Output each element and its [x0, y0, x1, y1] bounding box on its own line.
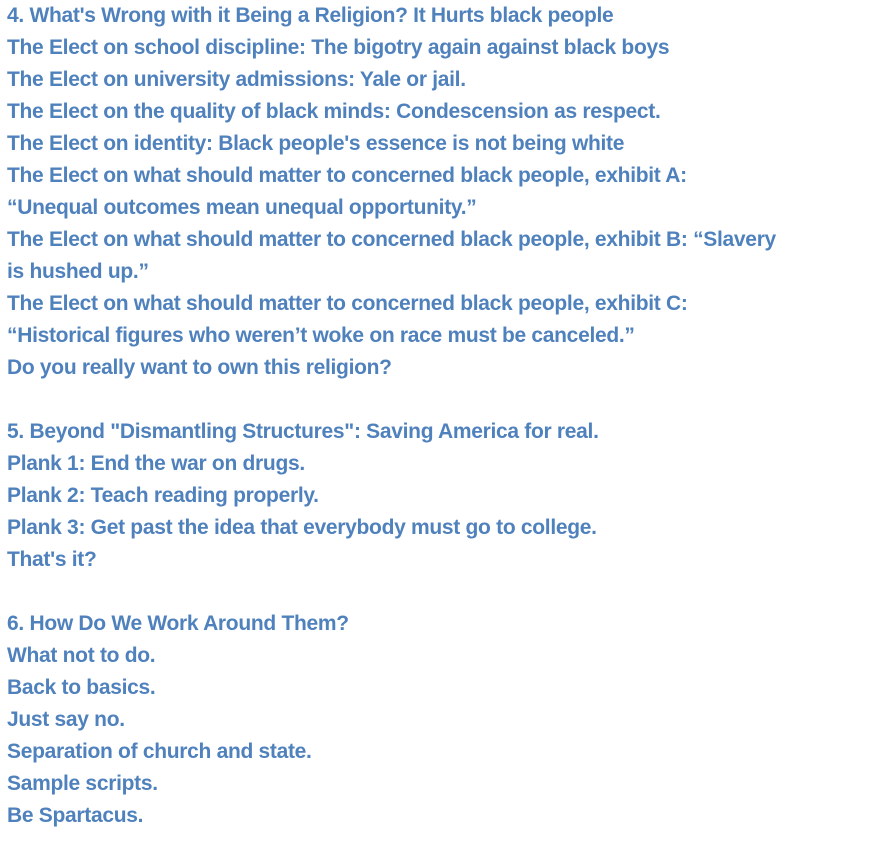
chapter-6-title: 6. How Do We Work Around Them? [7, 612, 349, 635]
chapter-4-item-4: The Elect on identity: Black people's essence is not being white [7, 132, 625, 155]
chapter-6-item-4: Separation of church and state. [7, 740, 312, 763]
chapter-4-item-5: The Elect on what should matter to concerned black people, exhibit A: [7, 164, 687, 187]
chapter-5-title: 5. Beyond "Dismantling Structures": Saving America for real. [7, 420, 599, 443]
chapter-4-item-7-quote: “Historical figures who weren’t woke on race must be canceled.” [7, 324, 635, 347]
chapter-5-item-4: That's it? [7, 548, 97, 571]
chapter-4-section [7, 0, 886, 384]
chapter-6-item-1: What not to do. [7, 644, 156, 667]
chapter-4-item-6-continued: is hushed up.” [7, 260, 149, 283]
chapter-4-item-8: Do you really want to own this religion? [7, 356, 392, 379]
chapter-6-item-6: Be Spartacus. [7, 804, 144, 827]
chapter-5-item-2: Plank 2: Teach reading properly. [7, 484, 319, 507]
chapter-5-item-3: Plank 3: Get past the idea that everybody must go to college. [7, 516, 597, 539]
chapter-4-item-7: The Elect on what should matter to concerned black people, exhibit C: [7, 292, 688, 315]
chapter-4-item-5-quote: “Unequal outcomes mean unequal opportunity.” [7, 196, 477, 219]
chapter-6-section [7, 608, 886, 832]
chapter-6-item-3: Just say no. [7, 708, 125, 731]
chapter-6-item-2: Back to basics. [7, 676, 156, 699]
chapter-4-item-6: The Elect on what should matter to concerned black people, exhibit B: “Slavery [7, 228, 776, 251]
chapter-5-section [7, 416, 886, 576]
chapter-5-item-1: Plank 1: End the war on drugs. [7, 452, 305, 475]
chapter-4-item-1: The Elect on school discipline: The bigotry again against black boys [7, 36, 670, 59]
chapter-4-item-3: The Elect on the quality of black minds: Condescension as respect. [7, 100, 661, 123]
chapter-4-item-2: The Elect on university admissions: Yale or jail. [7, 68, 466, 91]
chapter-6-item-5: Sample scripts. [7, 772, 158, 795]
chapter-4-title: 4. What's Wrong with it Being a Religion? It Hurts black people [7, 4, 614, 27]
